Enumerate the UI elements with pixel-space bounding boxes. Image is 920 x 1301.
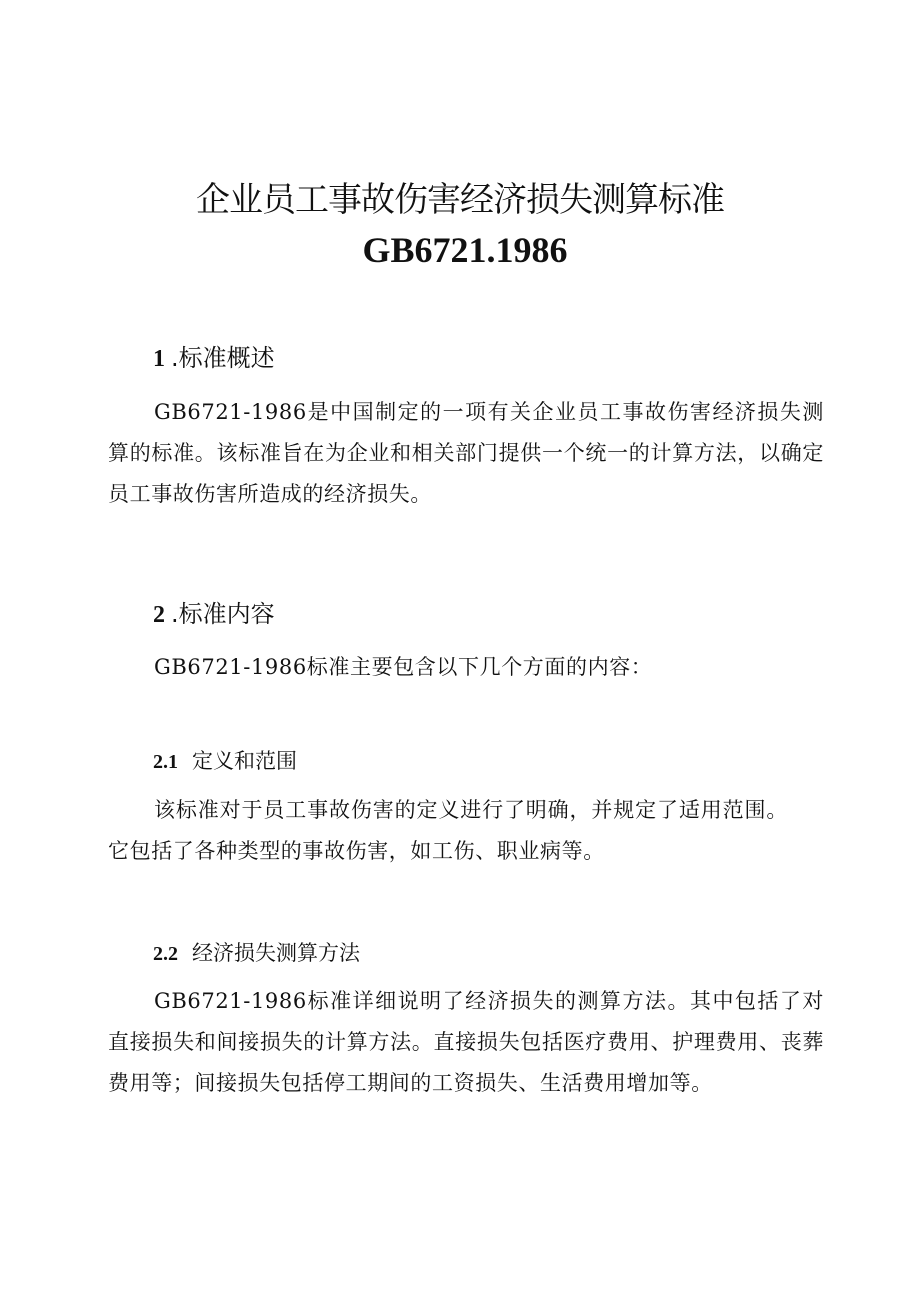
section-number: 1: [153, 346, 165, 372]
document-title: 企业员工事故伤害经济损失测算标准: [196, 180, 724, 220]
section-number: 2: [153, 602, 165, 628]
subsection-title: 定义和范围: [192, 749, 297, 773]
section-title: .标准概述: [171, 344, 275, 372]
subsection-number: 2.1: [153, 751, 178, 773]
subsection-heading-2-2: [153, 938, 360, 969]
standard-code: GB6721.1986: [362, 230, 568, 270]
subsection-heading-2-1: [153, 746, 297, 777]
section-heading-2: [153, 597, 275, 632]
section-paragraph-2: GB6721-1986标准主要包含以下几个方面的内容：: [154, 655, 653, 679]
section-title: .标准内容: [171, 600, 275, 628]
subsection-paragraph-2-1: 该标准对于员工事故伤害的定义进行了明确，并规定了适用范围。它包括了各种类型的事故伤害，如工伤、职业病等。: [108, 798, 788, 863]
subsection-paragraph-2-2: GB6721-1986标准详细说明了经济损失的测算方法。其中包括了对直接损失和间接损失的计算方法。直接损失包括医疗费用、护理费用、丧葬费用等；间接损失包括停工期间的工资损失、生活费用增加等。: [108, 989, 824, 1095]
section-paragraph-1: GB6721-1986是中国制定的一项有关企业员工事故伤害经济损失测算的标准。该标准旨在为企业和相关部门提供一个统一的计算方法，以确定员工事故伤害所造成的经济损失。: [108, 400, 824, 506]
subsection-title: 经济损失测算方法: [192, 941, 360, 965]
section-heading-1: [153, 341, 275, 376]
subsection-number: 2.2: [153, 943, 178, 965]
